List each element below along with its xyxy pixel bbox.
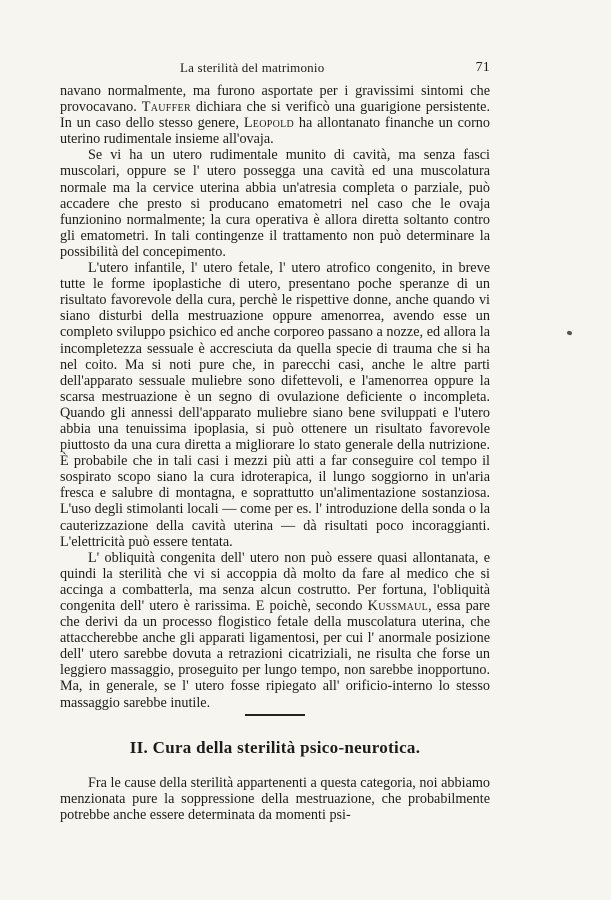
paragraph-1 bbox=[60, 83, 490, 147]
section-divider bbox=[245, 714, 305, 716]
text-segment: ha allontanato finanche un corno uterino rudimentale insieme all'ovaja. bbox=[60, 115, 490, 148]
body-text bbox=[60, 83, 490, 711]
page-header bbox=[60, 60, 490, 78]
paragraph-3: L'utero infantile, l' utero fetale, l' utero atrofico congenito, in breve tutte le forme ipoplastiche di utero, presentano poche speranze di un risultato favorevole della cura, perchè le rispettive donne, anche quando vi siano disturbi della mestruazione oppure amenorrea, avendo esse un completo sviluppo psichico ed anche corporeo passano a nozze, ed allora la incompletezza sessuale è accresciuta da quella specie di trauma che si ha nel coito. Ma si noti pure che, in parecchi casi, anche le altre parti dell'apparato sessuale muliebre sono difettevoli, e l'amenorrea oppure la scarsa mestruazione è un segno di ovulazione deficiente o incompleta. Quando gli annessi dell'apparato muliebre siano bene sviluppati e l'utero abbia una tenuissima ipoplasia, si può ottenere un risultato favorevole piuttosto da una cura diretta a migliorare lo stato generale della nutrizione. È probabile che in tali casi i mezzi più atti a far conseguire col tempo il sospirato scopo siano la cura idroterapica, il lungo soggiorno in un'aria fresca e salubre di montagna, e soprattutto un'alimentazione sostanziosa. L'uso degli stimolanti locali — come per es. l' introduzione della sonda o la cauterizzazione della cavità uterina — dà risultati poco incoraggianti. L'elettricità può essere tentata. bbox=[60, 260, 490, 550]
text-segment: , essa pare che derivi da un processo flogistico fetale della muscolatura uterina, che attaccherebbe anche gli apparati ligamentosi, per cui l' anormale posizione dell' utero sarebbe dovuta a retrazioni cicatriziali, ne risulta che forse un leggiero massaggio, proseguito per lungo tempo, non sarebbe inopportuno. Ma, in generale, se l' utero fosse ripiegato all' orificio-interno lo stesso massaggio sarebbe inutile. bbox=[60, 598, 490, 711]
author-name-kussmaul: Kussmaul bbox=[367, 598, 429, 614]
page-number: 71 bbox=[475, 60, 490, 75]
paragraph-2: Se vi ha un utero rudimentale munito di cavità, ma senza fasci muscolari, oppure se l' utero possegga una cavità ed una muscolatura normale ma la cervice uterina abbia un'atresia completa o parziale, può accadere che presto si producano ematometri nel caso che le ovaja funzionino normalmente; la cura operativa è allora diretta soltanto contro gli ematometri. In tali contingenze il trattamento non può determinare la possibilità del concepimento. bbox=[60, 147, 490, 260]
text-segment: L' obliquità congenita dell' utero non può essere quasi allontanata, e quindi la sterilità che vi si accoppia dà molto da fare al medico che si accinga a combatterla, ma senza alcun costrutto. Per fortuna, l'obliquità congenita dell' utero è rarissima. E poichè, secondo bbox=[60, 549, 490, 614]
section-text bbox=[60, 775, 490, 824]
text-segment: navano normalmente, ma furono asportate per i gravissimi sintomi che provocavano. bbox=[60, 83, 490, 116]
paragraph-4 bbox=[60, 550, 490, 711]
section-paragraph: Fra le cause della sterilità appartenenti a questa categoria, noi abbiamo menzionata pure la soppressione della mestruazione, che probabilmente potrebbe anche essere determinata da momenti psi- bbox=[60, 775, 490, 824]
author-name-leopold: Leopold bbox=[243, 115, 295, 132]
running-title: La sterilità del matrimonio bbox=[180, 60, 325, 75]
section-heading: II. Cura della sterilità psico-neurotica. bbox=[129, 738, 421, 757]
text-segment: dichiara che si verificò una guarigione persistente. In un caso dello stesso genere, bbox=[60, 99, 491, 132]
author-name-tauffer: Tauffer bbox=[141, 99, 191, 116]
margin-ink-spot bbox=[566, 330, 572, 335]
